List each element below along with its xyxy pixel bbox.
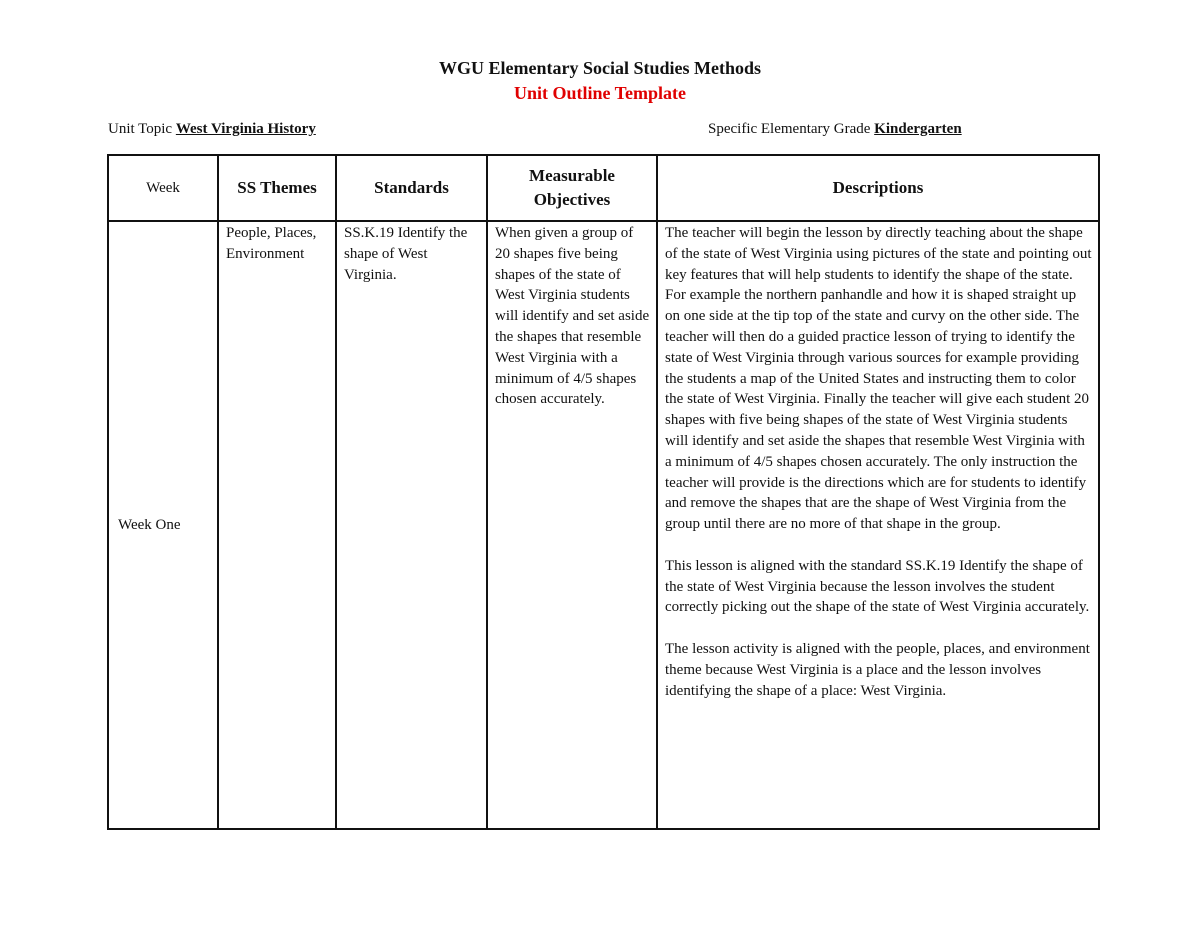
description-paragraph: The teacher will begin the lesson by directly teaching about the shape of the state of West Virginia using pictures of the state and pointing out key features that will help students to identify the shape of the state. For example the northern panhandle and how it is shaped straight up on one side at the tip top of the state and curvy on the other side. The teacher will then do a guided practice lesson of trying to identify the state of West Virginia through various sources for example providing the students a map of the United States and instructing them to color the state of West Virginia. Finally the teacher will give each student 20 shapes with five being shapes of the state of West Virginia students will identify and set aside the shapes that resemble West Virginia with a minimum of 4/5 shapes chosen accurately. The only instruction the teacher will provide is the directions which are for students to identify and remove the shapes that are the shape of West Virginia from the group until there are no more of that shape in the group. xyxy=(665,225,1092,533)
description-paragraph: The lesson activity is aligned with the people, places, and environment theme because West Virginia is a place and the lesson involves identifying the shape of a place: West Virginia. xyxy=(665,640,1090,699)
standards-cell: SS.K.19 Identify the shape of West Virginia. xyxy=(336,221,487,829)
table-row xyxy=(108,221,1099,829)
document-subtitle: Unit Outline Template xyxy=(513,83,687,103)
week-cell: Week One xyxy=(108,221,218,829)
table-header xyxy=(108,155,1099,221)
unit-topic xyxy=(108,118,316,140)
unit-outline-table xyxy=(107,154,1100,830)
grade-value: Kindergarten xyxy=(874,121,962,137)
unit-topic-value: West Virginia History xyxy=(175,121,316,137)
header-descriptions: Descriptions xyxy=(657,155,1099,221)
unit-topic-label: Unit Topic xyxy=(108,121,176,137)
objectives-cell: When given a group of 20 shapes five being shapes of the state of West Virginia students will identify and set aside the shapes that resemble West Virginia with a minimum of 4/5 shapes chosen accurately. xyxy=(487,221,657,829)
header-themes: SS Themes xyxy=(218,155,336,221)
descriptions-cell xyxy=(657,221,1099,829)
header-row xyxy=(108,155,1099,221)
grade-level xyxy=(708,118,962,140)
document-title: WGU Elementary Social Studies Methods xyxy=(439,58,761,78)
header-objectives: Measurable Objectives xyxy=(487,155,657,221)
grade-label: Specific Elementary Grade xyxy=(708,121,875,137)
header-week: Week xyxy=(108,155,218,221)
header-standards: Standards xyxy=(336,155,487,221)
themes-cell: People, Places, Environment xyxy=(218,221,336,829)
description-paragraph: This lesson is aligned with the standard SS.K.19 Identify the shape of the state of West Virginia because the lesson involves the student correctly picking out the shape of the state of West Virginia accurately. xyxy=(665,557,1090,616)
